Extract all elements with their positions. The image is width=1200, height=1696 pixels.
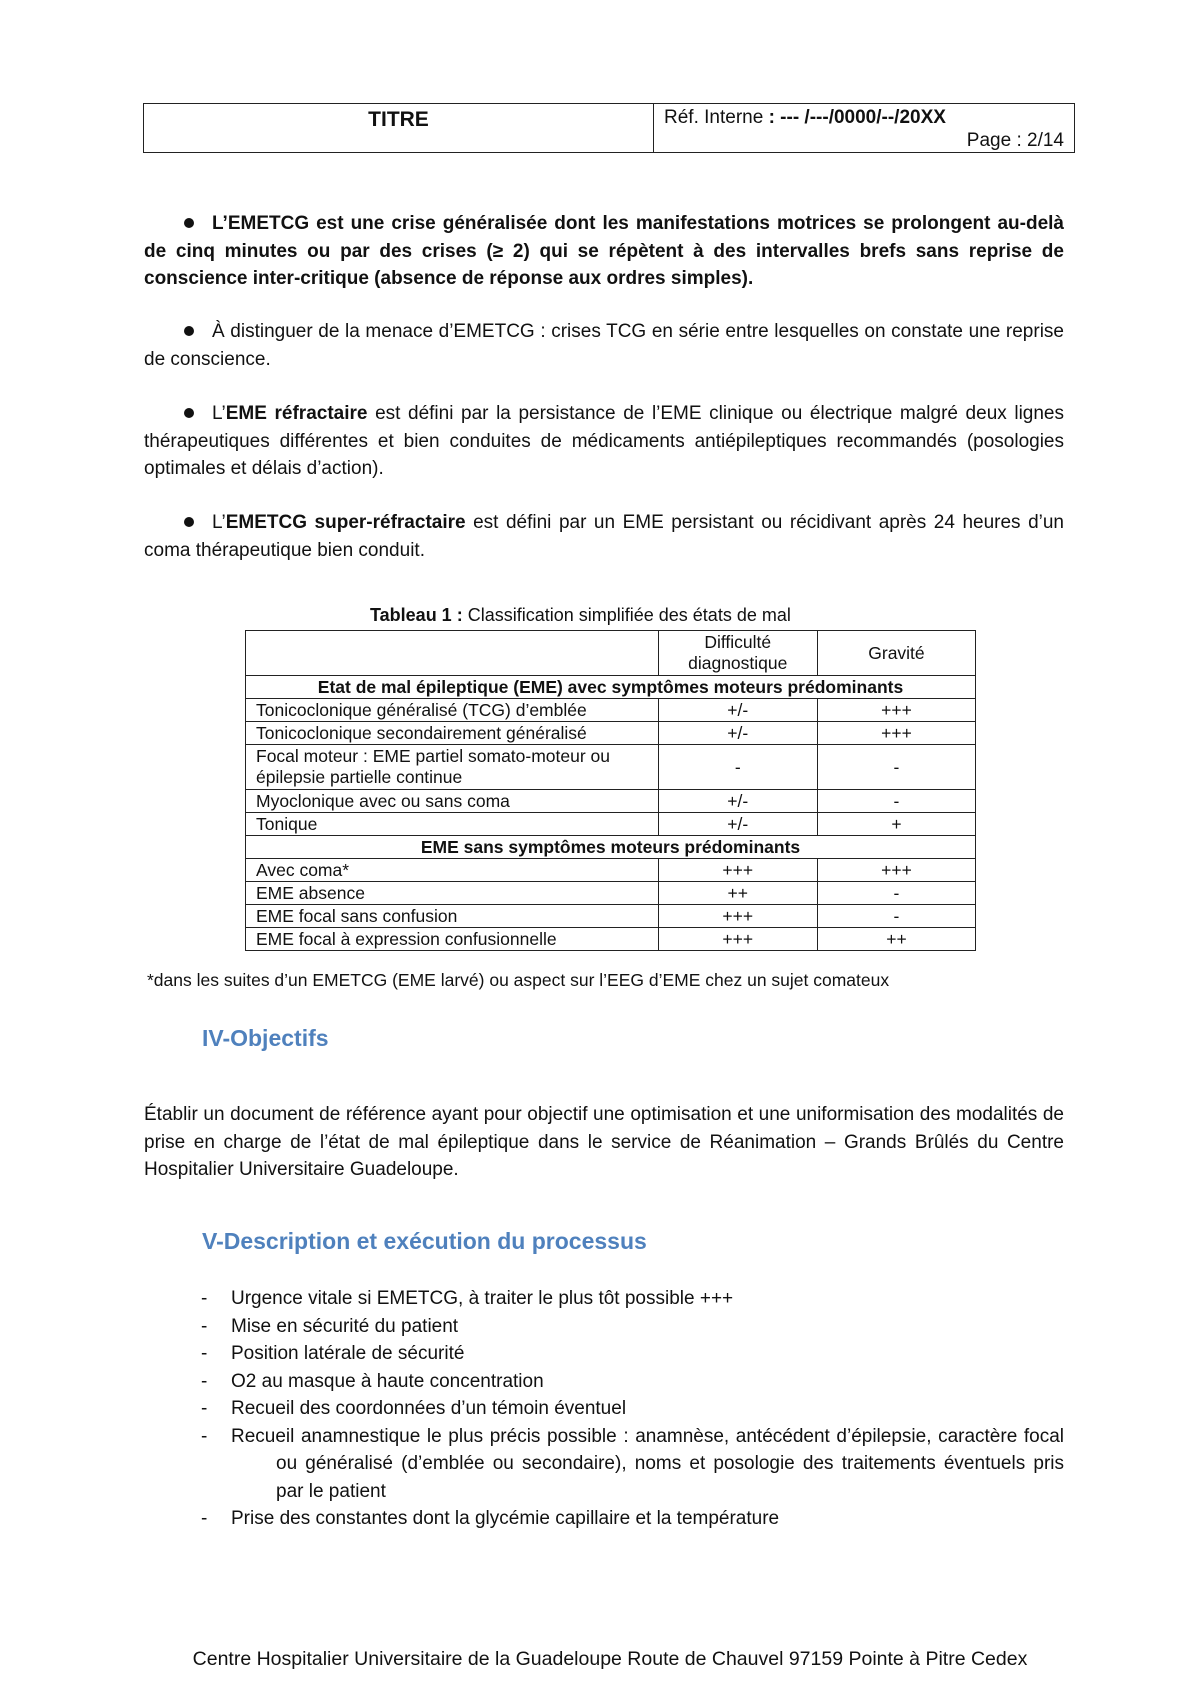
bullet-1-bold: L’EMETCG est une crise généralisée dont les manifestations motrices se prolongent au-delà de cinq minutes ou par des crises (≥ 2) qui se répètent à des intervalles brefs sans reprise de conscience inter-critique (absence de réponse aux ordres simples).: [144, 213, 1064, 289]
row-gravite: -: [817, 745, 975, 790]
row-gravite: -: [817, 790, 975, 813]
bullet-icon: [184, 326, 194, 336]
table-row: [246, 722, 976, 745]
row-difficulte: +/-: [658, 790, 817, 813]
footer-text: Centre Hospitalier Universitaire de la Guadeloupe Route de Chauvel 97159 Pointe à Pitre Cedex: [192, 1648, 1028, 1670]
bullet-icon: [184, 218, 194, 228]
table-row: [246, 699, 976, 722]
table-row: [246, 928, 976, 951]
list-item: [144, 1313, 1064, 1341]
dash-icon: -: [201, 1370, 208, 1392]
list-item: [144, 1368, 1064, 1396]
header-gravite: Gravité: [817, 631, 975, 676]
list-item: [144, 1505, 1064, 1533]
section-title-description: V-Description et exécution du processus: [202, 1228, 647, 1254]
process-list: [144, 1285, 1064, 1533]
row-difficulte: +++: [658, 905, 817, 928]
row-gravite: +: [817, 813, 975, 836]
table-caption: [370, 605, 791, 626]
table-row: [246, 859, 976, 882]
list-item: [144, 1340, 1064, 1368]
list-item-text: Recueil anamnestique le plus précis possible : anamnèse, antécédent d’épilepsie, caractère focal ou généralisé (d’emblée ou secondaire), noms et posologie des traitements éventuels pris par le patient: [231, 1425, 1064, 1502]
row-gravite: ++: [817, 928, 975, 951]
row-gravite: -: [817, 905, 975, 928]
table-header-row: [246, 631, 976, 676]
row-label: Tonicoclonique secondairement généralisé: [246, 722, 659, 745]
row-difficulte: ++: [658, 882, 817, 905]
page-number: Page : 2/14: [966, 130, 1064, 151]
row-gravite: +++: [817, 722, 975, 745]
objectifs-text: Établir un document de référence ayant pour objectif une optimisation et une uniformisation des modalités de prise en charge de l’état de mal épileptique dans le service de Réanimation – Grands Brûlés du Centre Hospitalier Universitaire Guadeloupe.: [144, 1104, 1064, 1180]
table-row: [246, 905, 976, 928]
table-section-row: [246, 676, 976, 699]
dash-icon: -: [201, 1315, 208, 1337]
bullet-icon: [184, 517, 194, 527]
row-label: EME focal à expression confusionnelle: [246, 928, 659, 951]
bullet-4-pre: L’: [212, 512, 226, 533]
list-item-text-wrapped: [231, 1423, 1064, 1506]
bullet-3-post: est défini par la persistance de l’EME clinique ou électrique malgré deux lignes thérapeutiques différentes et bien conduites de médicaments antiépileptiques recommandés (posologies optimales et délais d’action).: [144, 403, 1064, 479]
bullet-icon: [184, 408, 194, 418]
row-difficulte: +/-: [658, 813, 817, 836]
bullet-3-bold: EME réfractaire: [225, 403, 368, 424]
ref-label: Réf. Interne: [664, 107, 764, 128]
row-difficulte: +++: [658, 859, 817, 882]
ref-line: [664, 106, 1064, 129]
list-item: [144, 1423, 1064, 1506]
table-footnote: *dans les suites d’un EMETCG (EME larvé) ou aspect sur l’EEG d’EME chez un sujet comateux: [147, 970, 890, 990]
list-item-text: Mise en sécurité du patient: [231, 1315, 459, 1337]
row-gravite: +++: [817, 859, 975, 882]
bullet-3-pre: L’: [212, 403, 226, 424]
bullet-paragraph-4: [144, 509, 1064, 564]
row-label: EME focal sans confusion: [246, 905, 659, 928]
row-label: Myoclonique avec ou sans coma: [246, 790, 659, 813]
list-item: [144, 1395, 1064, 1423]
table-section-row: [246, 836, 976, 859]
dash-icon: -: [201, 1288, 208, 1309]
page-footer: [0, 1648, 1200, 1671]
table-row: [246, 882, 976, 905]
row-label: EME absence: [246, 882, 659, 905]
document-header: [143, 103, 1075, 153]
bullet-paragraph-1: [144, 210, 1064, 293]
dash-icon: -: [201, 1398, 208, 1419]
row-difficulte: +/-: [658, 722, 817, 745]
list-item-text: O2 au masque à haute concentration: [231, 1370, 544, 1392]
table-caption-text: Classification simplifiée des états de mal: [462, 605, 791, 625]
section-motor: Etat de mal épileptique (EME) avec symptômes moteurs prédominants: [246, 676, 976, 699]
section-title-objectifs: IV-Objectifs: [202, 1025, 329, 1051]
row-gravite: -: [817, 882, 975, 905]
list-item-text: Urgence vitale si EMETCG, à traiter le plus tôt possible +++: [231, 1288, 734, 1309]
dash-icon: -: [201, 1425, 208, 1447]
table-row: [246, 790, 976, 813]
row-label: Focal moteur : EME partiel somato-moteur ou épilepsie partielle continue: [246, 745, 659, 790]
dash-icon: -: [201, 1508, 208, 1529]
row-difficulte: +++: [658, 928, 817, 951]
table-row: [246, 813, 976, 836]
list-item-text: Recueil des coordonnées d’un témoin éventuel: [231, 1398, 627, 1419]
bullet-2-pre: À distinguer de la menace d’EMETCG : crises TCG en série entre lesquelles on constate une reprise de conscience.: [144, 321, 1064, 370]
dash-icon: -: [201, 1343, 208, 1364]
header-empty-cell: [246, 631, 659, 676]
bullet-4-bold: EMETCG super-réfractaire: [225, 512, 466, 533]
row-difficulte: +/-: [658, 699, 817, 722]
table-row: [246, 745, 976, 790]
bullet-4-post: est défini par un EME persistant ou récidivant après 24 heures d’un coma thérapeutique bien conduit.: [144, 512, 1064, 561]
table-caption-label: Tableau 1 :: [370, 605, 463, 625]
ref-value: : --- /---/0000/--/20XX: [768, 107, 946, 128]
list-item: [144, 1285, 1064, 1313]
bullet-paragraph-2: [144, 318, 1064, 373]
row-label: Tonique: [246, 813, 659, 836]
list-item-text: Prise des constantes dont la glycémie capillaire et la température: [231, 1508, 780, 1529]
bullet-paragraph-3: [144, 400, 1064, 483]
list-item-text: Position latérale de sécurité: [231, 1343, 465, 1364]
row-label: Tonicoclonique généralisé (TCG) d’emblée: [246, 699, 659, 722]
header-difficulte: Difficulté diagnostique: [658, 631, 817, 676]
row-difficulte: -: [658, 745, 817, 790]
section-non-motor: EME sans symptômes moteurs prédominants: [246, 836, 976, 859]
document-title: TITRE: [144, 104, 654, 152]
header-reference: [654, 104, 1074, 152]
row-gravite: +++: [817, 699, 975, 722]
row-label: Avec coma*: [246, 859, 659, 882]
classification-table: [245, 630, 976, 951]
